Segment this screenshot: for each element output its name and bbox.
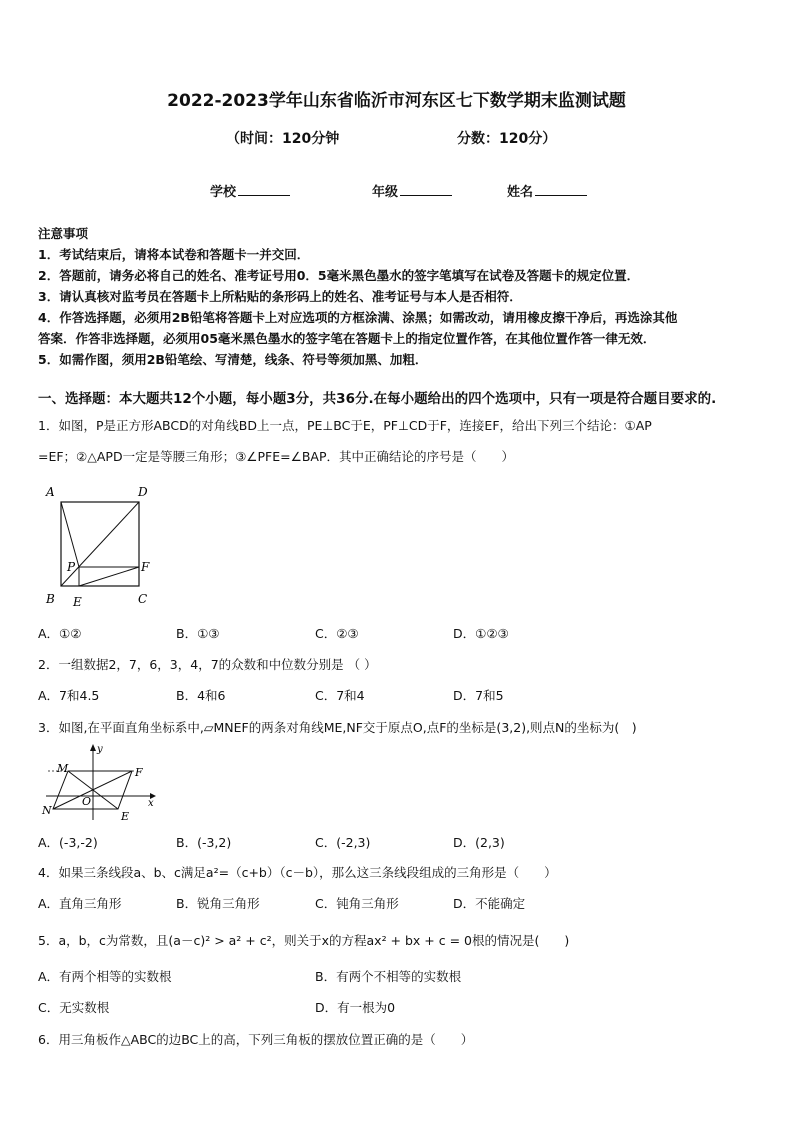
note-item: 1．考试结束后，请将本试卷和答题卡一并交回． [38, 247, 310, 262]
label-d: D [138, 485, 148, 499]
question-1-figure [40, 482, 160, 610]
option-a[interactable]: A．①② [38, 626, 82, 641]
label-p: P [67, 560, 76, 574]
school-label: 学校 [210, 185, 237, 200]
label-e: E [121, 810, 130, 822]
grade-field [372, 181, 452, 200]
section-heading: 一、选择题：本大题共12个小题，每小题3分，共36分.在每小题给出的四个选项中，只有一项是符合题目要求的. [38, 391, 717, 407]
note-item: 答案．作答非选择题，必须用05毫米黑色墨水的签字笔在答题卡上的指定位置作答，在其他位置作答一律无效． [38, 331, 656, 346]
label-m: M [57, 762, 69, 775]
school-field [210, 181, 290, 200]
label-f: F [135, 766, 143, 779]
label-y: y [97, 744, 103, 755]
option-c[interactable]: C．(-2,3) [315, 835, 371, 850]
option-d[interactable]: D．不能确定 [453, 896, 526, 911]
option-a[interactable]: A．直角三角形 [38, 896, 122, 911]
notes-block [38, 223, 758, 370]
question-2-line-1: 2．一组数据2，7，6，3，4，7的众数和中位数分别是 （ ） [38, 657, 377, 672]
question-3-figure [38, 742, 160, 822]
label-x: x [148, 798, 154, 809]
grade-blank [400, 183, 452, 196]
label-a: A [46, 485, 55, 499]
y-axis-arrow [90, 744, 96, 751]
note-item: 5．如需作图，须用2B铅笔绘、写清楚，线条、符号等须加黑、加粗． [38, 352, 428, 367]
label-b: B [46, 592, 55, 606]
option-b[interactable]: B．①③ [176, 626, 220, 641]
note-item: 2．答题前，请务必将自己的姓名、准考证号用0．5毫米黑色墨水的签字笔填写在试卷及答题卡的规定位置． [38, 268, 640, 283]
name-label: 姓名 [507, 185, 534, 200]
option-d[interactable]: D．7和5 [453, 688, 504, 703]
label-e: E [73, 595, 82, 609]
exam-score: 分数：120分） [457, 131, 557, 147]
question-3-line-1: 3．如图,在平面直角坐标系中,▱MNEF的两条对角线ME,NF交于原点O,点F的坐标是(3,2),则点N的坐标为( ) [38, 720, 637, 735]
option-c[interactable]: C．钝角三角形 [315, 896, 399, 911]
option-d[interactable]: D．有一根为0 [315, 1000, 396, 1015]
name-field [507, 181, 587, 200]
question-6-line-1: 6．用三角板作△ABC的边BC上的高，下列三角板的摆放位置正确的是（ ） [38, 1032, 474, 1047]
segment-ef [79, 567, 139, 586]
option-d[interactable]: D．①②③ [453, 626, 509, 641]
option-c[interactable]: C．无实数根 [38, 1000, 110, 1015]
option-d[interactable]: D．(2,3) [453, 835, 505, 850]
note-item: 3．请认真核对监考员在答题卡上所粘贴的条形码上的姓名、准考证号与本人是否相符． [38, 289, 522, 304]
option-a[interactable]: A．(-3,-2) [38, 835, 98, 850]
option-c[interactable]: C．7和4 [315, 688, 365, 703]
label-f: F [141, 560, 150, 574]
exam-title: 2022-2023学年山东省临沂市河东区七下数学期末监测试题 [167, 91, 626, 111]
label-o: O [82, 795, 92, 808]
question-1-line-2: =EF；②△APD一定是等腰三角形；③∠PFE=∠BAP．其中正确结论的序号是（ ） [38, 449, 514, 464]
notes-heading: 注意事项 [38, 226, 89, 241]
name-blank [535, 183, 587, 196]
option-b[interactable]: B．锐角三角形 [176, 896, 260, 911]
question-5-line-1: 5．a，b，c为常数，且(a－c)² > a² + c²，则关于x的方程ax² + bx + c = 0根的情况是( ) [38, 933, 570, 948]
question-4-line-1: 4．如果三条线段a、b、c满足a²=（c+b）（c－b），那么这三条线段组成的三角形是（ ） [38, 865, 557, 880]
segment-ap [61, 502, 79, 567]
note-item: 4．作答选择题，必须用2B铅笔将答题卡上对应选项的方框涂满、涂黑；如需改动，请用橡皮擦干净后，再选涂其他 [38, 310, 678, 325]
option-a[interactable]: A．有两个相等的实数根 [38, 969, 172, 984]
option-b[interactable]: B．(-3,2) [176, 835, 232, 850]
option-c[interactable]: C．②③ [315, 626, 359, 641]
option-b[interactable]: B．有两个不相等的实数根 [315, 969, 462, 984]
label-c: C [138, 592, 148, 606]
label-n: N [42, 804, 52, 817]
option-a[interactable]: A．7和4.5 [38, 688, 100, 703]
school-blank [238, 183, 290, 196]
exam-time: （时间：120分钟 [226, 131, 340, 147]
grade-label: 年级 [372, 185, 399, 200]
question-1-line-1: 1．如图，P是正方形ABCD的对角线BD上一点，PE⊥BC于E，PF⊥CD于F，连接EF，给出下列三个结论：①AP [38, 418, 652, 433]
option-b[interactable]: B．4和6 [176, 688, 226, 703]
